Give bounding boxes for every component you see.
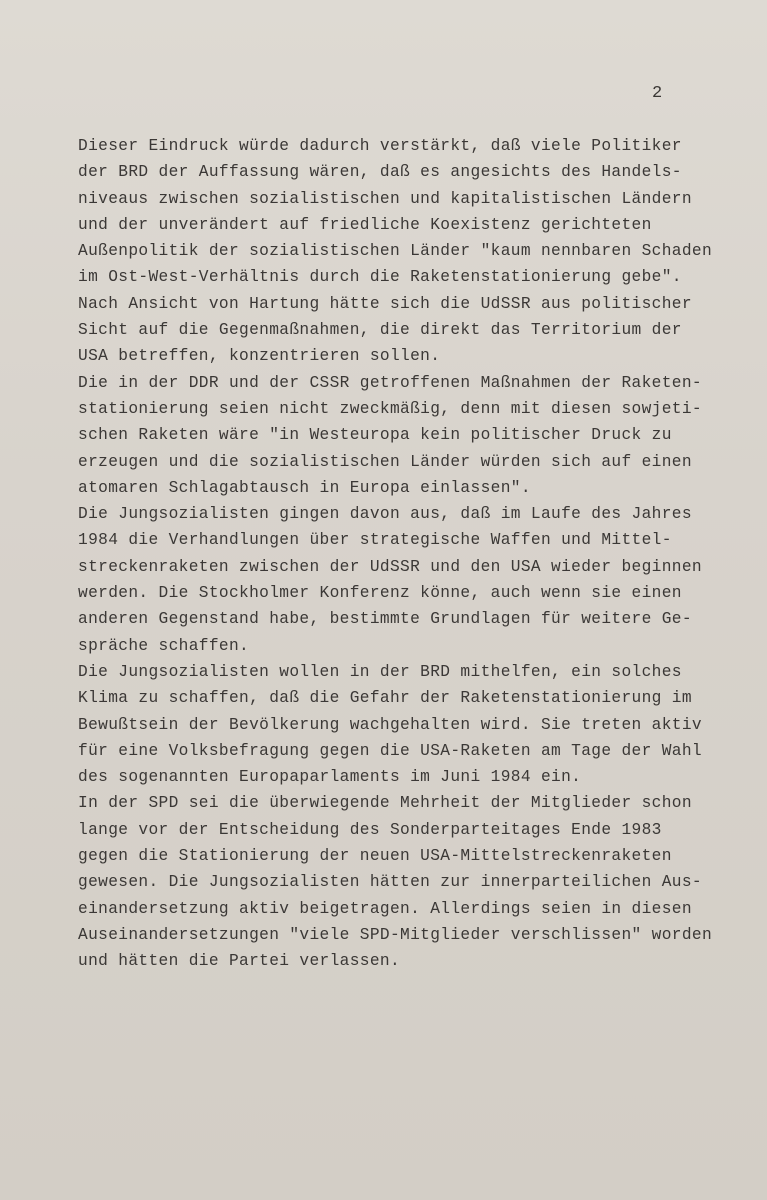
text-line: stationierung seien nicht zweckmäßig, denn mit diesen sowjeti- bbox=[78, 399, 702, 418]
text-line: Sicht auf die Gegenmaßnahmen, die direkt das Territorium der bbox=[78, 321, 682, 340]
text-line: Auseinandersetzungen "viele SPD-Mitglieder verschlissen" worden bbox=[78, 925, 713, 944]
text-line: werden. Die Stockholmer Konferenz könne, auch wenn sie einen bbox=[78, 584, 682, 603]
text-line: In der SPD sei die überwiegende Mehrheit der Mitglieder schon bbox=[78, 794, 692, 813]
text-line: und der unverändert auf friedliche Koexistenz gerichteten bbox=[78, 215, 652, 234]
text-line: anderen Gegenstand habe, bestimmte Grundlagen für weitere Ge- bbox=[78, 610, 692, 629]
text-line: einandersetzung aktiv beigetragen. Allerdings seien in diesen bbox=[78, 899, 692, 918]
text-line: gegen die Stationierung der neuen USA-Mittelstreckenraketen bbox=[78, 847, 672, 866]
text-line: atomaren Schlagabtausch in Europa einlassen". bbox=[78, 478, 531, 497]
text-line: Die in der DDR und der CSSR getroffenen Maßnahmen der Raketen- bbox=[78, 373, 702, 392]
text-line: Nach Ansicht von Hartung hätte sich die UdSSR aus politischer bbox=[78, 294, 692, 313]
text-line: der BRD der Auffassung wären, daß es angesichts des Handels- bbox=[78, 163, 682, 182]
text-line: im Ost-West-Verhältnis durch die Raketenstationierung gebe". bbox=[78, 268, 682, 287]
text-line: gewesen. Die Jungsozialisten hätten zur innerparteilichen Aus- bbox=[78, 873, 702, 892]
text-line: streckenraketen zwischen der UdSSR und den USA wieder beginnen bbox=[78, 557, 702, 576]
text-line: Dieser Eindruck würde dadurch verstärkt, daß viele Politiker bbox=[78, 137, 682, 155]
text-line: Die Jungsozialisten wollen in der BRD mithelfen, ein solches bbox=[78, 662, 682, 681]
text-line: schen Raketen wäre "in Westeuropa kein politischer Druck zu bbox=[78, 426, 672, 445]
text-line: des sogenannten Europaparlaments im Juni 1984 ein. bbox=[78, 768, 582, 787]
text-line: USA betreffen, konzentrieren sollen. bbox=[78, 347, 441, 366]
text-line: niveaus zwischen sozialistischen und kapitalistischen Ländern bbox=[78, 189, 692, 208]
text-line: Bewußtsein der Bevölkerung wachgehalten wird. Sie treten aktiv bbox=[78, 715, 702, 734]
text-line: erzeugen und die sozialistischen Länder würden sich auf einen bbox=[78, 452, 692, 471]
text-line: lange vor der Entscheidung des Sonderparteitages Ende 1983 bbox=[78, 820, 662, 839]
page-number: 2 bbox=[652, 84, 663, 103]
body-text bbox=[78, 133, 758, 975]
text-line: spräche schaffen. bbox=[78, 636, 250, 655]
text-line: Die Jungsozialisten gingen davon aus, daß im Laufe des Jahres bbox=[78, 505, 692, 524]
text-line: Außenpolitik der sozialistischen Länder "kaum nennbaren Schaden bbox=[78, 242, 713, 261]
text-line: 1984 die Verhandlungen über strategische Waffen und Mittel- bbox=[78, 531, 672, 550]
text-line: Klima zu schaffen, daß die Gefahr der Raketenstationierung im bbox=[78, 689, 692, 708]
text-line: und hätten die Partei verlassen. bbox=[78, 952, 401, 971]
text-line: für eine Volksbefragung gegen die USA-Raketen am Tage der Wahl bbox=[78, 741, 702, 760]
